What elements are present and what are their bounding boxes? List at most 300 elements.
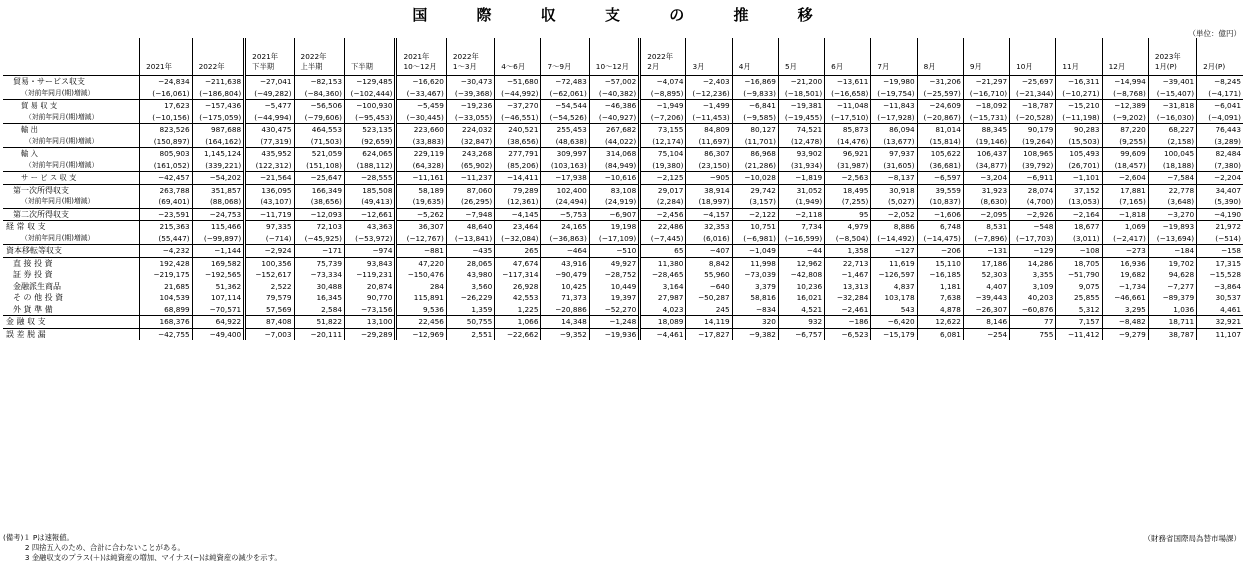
cell-value: (−17,928) — [871, 112, 917, 124]
cell-value: 351,857 — [192, 184, 245, 196]
cell-value: 12,622 — [917, 316, 963, 329]
cell-value: 19,198 — [589, 221, 639, 233]
table-row — [3, 196, 1243, 208]
cell-value: −5,477 — [245, 100, 294, 112]
cell-value: 215,363 — [140, 221, 193, 233]
cell-value: (−44,994) — [245, 112, 294, 124]
cell-value: −54,202 — [192, 172, 245, 185]
cell-value: 50,755 — [446, 316, 494, 329]
cell-value: (151,108) — [294, 160, 344, 172]
cell-value: −17,827 — [686, 328, 732, 340]
cell-value: 7,734 — [778, 221, 824, 233]
cell-value: 32,921 — [1197, 316, 1243, 329]
row-label: 輸 出 — [3, 124, 140, 136]
cell-value: 105,622 — [917, 148, 963, 160]
cell-value: (5,027) — [871, 196, 917, 208]
cell-value: (23,150) — [686, 160, 732, 172]
cell-value: −31,818 — [1148, 100, 1196, 112]
cell-value: 284 — [396, 281, 446, 293]
cell-value: 10,751 — [732, 221, 778, 233]
cell-value: −54,544 — [541, 100, 589, 112]
cell-value: 13,313 — [825, 281, 871, 293]
cell-value: −2,924 — [245, 245, 294, 258]
cell-value: (−186,804) — [192, 88, 245, 100]
cell-value: −24,609 — [917, 100, 963, 112]
cell-value: 115,466 — [192, 221, 245, 233]
table-row — [3, 160, 1243, 172]
row-label: （対前年同月(期)増減） — [3, 112, 140, 124]
column-header: 7月 — [871, 38, 917, 76]
cell-value: −24,834 — [140, 76, 193, 88]
cell-value: −6,907 — [589, 208, 639, 221]
cell-value: (2,158) — [1148, 136, 1196, 148]
cell-value: (31,934) — [778, 160, 824, 172]
row-label: 第一次所得収支 — [3, 184, 140, 196]
cell-value: −464 — [541, 245, 589, 258]
cell-value: (−20,528) — [1010, 112, 1056, 124]
cell-value: (31,605) — [871, 160, 917, 172]
cell-value: 277,791 — [495, 148, 541, 160]
cell-value: −510 — [589, 245, 639, 258]
cell-value: 4,407 — [963, 281, 1009, 293]
cell-value: −108 — [1056, 245, 1102, 258]
cell-value: −2,563 — [825, 172, 871, 185]
column-header: 8月 — [917, 38, 963, 76]
cell-value: −70,571 — [192, 304, 245, 316]
cell-value: 1,359 — [446, 304, 494, 316]
cell-value: (−8,895) — [640, 88, 686, 100]
cell-value: (−4,171) — [1197, 88, 1243, 100]
column-header: 3月 — [686, 38, 732, 76]
cell-value: −29,289 — [344, 328, 395, 340]
table-row — [3, 112, 1243, 124]
cell-value: 21,685 — [140, 281, 193, 293]
cell-value: 4,521 — [778, 304, 824, 316]
source-note: （財務省国際局為替市場課） — [1143, 534, 1241, 543]
table-row — [3, 136, 1243, 148]
cell-value: −42,808 — [778, 269, 824, 281]
column-header: 10月 — [1010, 38, 1056, 76]
cell-value: (−32,084) — [495, 233, 541, 245]
cell-value: −57,002 — [589, 76, 639, 88]
cell-value: 309,997 — [541, 148, 589, 160]
cell-value: −8,137 — [871, 172, 917, 185]
cell-value: 86,307 — [686, 148, 732, 160]
cell-value: (−11,198) — [1056, 112, 1102, 124]
cell-value: −39,401 — [1148, 76, 1196, 88]
cell-value: (48,638) — [541, 136, 589, 148]
cell-value: (21,286) — [732, 160, 778, 172]
table-row — [3, 257, 1243, 269]
cell-value: 435,952 — [245, 148, 294, 160]
cell-value: (77,319) — [245, 136, 294, 148]
cell-value: (7,165) — [1102, 196, 1148, 208]
cell-value: (5,390) — [1197, 196, 1243, 208]
cell-value: 4,878 — [917, 304, 963, 316]
cell-value: 31,923 — [963, 184, 1009, 196]
cell-value: 29,742 — [732, 184, 778, 196]
cell-value: −158 — [1197, 245, 1243, 258]
cell-value: −22,662 — [495, 328, 541, 340]
cell-value: −1,734 — [1102, 281, 1148, 293]
table-row — [3, 184, 1243, 196]
row-label: 直 接 投 資 — [3, 257, 140, 269]
cell-value: 11,380 — [640, 257, 686, 269]
cell-value: (103,163) — [541, 160, 589, 172]
cell-value: 100,356 — [245, 257, 294, 269]
cell-value: 3,164 — [640, 281, 686, 293]
cell-value: (339,221) — [192, 160, 245, 172]
cell-value: 823,526 — [140, 124, 193, 136]
cell-value: −157,436 — [192, 100, 245, 112]
cell-value: −6,420 — [871, 316, 917, 329]
cell-value: (−16,710) — [963, 88, 1009, 100]
cell-value: (−7,896) — [963, 233, 1009, 245]
cell-value: (−15,731) — [963, 112, 1009, 124]
cell-value: 15,110 — [917, 257, 963, 269]
column-header: 2022年 上半期 — [294, 38, 344, 76]
cell-value: 18,711 — [1148, 316, 1196, 329]
cell-value: 32,353 — [686, 221, 732, 233]
cell-value: 74,521 — [778, 124, 824, 136]
cell-value: (14,476) — [825, 136, 871, 148]
cell-value: −5,262 — [396, 208, 446, 221]
cell-value: −1,101 — [1056, 172, 1102, 185]
cell-value: 22,713 — [825, 257, 871, 269]
cell-value: (−13,841) — [446, 233, 494, 245]
cell-value: 3,109 — [1010, 281, 1056, 293]
cell-value: 90,283 — [1056, 124, 1102, 136]
row-label: 外 貨 準 備 — [3, 304, 140, 316]
page-title: 国 際 収 支 の 推 移 — [412, 6, 835, 24]
note-1: (備考)１ Pは速報値。 — [3, 533, 74, 542]
cell-value: −51,680 — [495, 76, 541, 88]
cell-value: −119,231 — [344, 269, 395, 281]
cell-value: (49,413) — [344, 196, 395, 208]
cell-value: −15,528 — [1197, 269, 1243, 281]
cell-value: (−14,492) — [871, 233, 917, 245]
cell-value: 79,289 — [495, 184, 541, 196]
cell-value: (71,503) — [294, 136, 344, 148]
cell-value: (13,053) — [1056, 196, 1102, 208]
cell-value: −6,523 — [825, 328, 871, 340]
cell-value: −9,352 — [541, 328, 589, 340]
cell-value: 624,065 — [344, 148, 395, 160]
table-row — [3, 304, 1243, 316]
cell-value: −56,506 — [294, 100, 344, 112]
cell-value: 65 — [640, 245, 686, 258]
cell-value: 3,355 — [1010, 269, 1056, 281]
cell-value: 87,408 — [245, 316, 294, 329]
cell-value: −72,483 — [541, 76, 589, 88]
cell-value: −6,757 — [778, 328, 824, 340]
cell-value: −28,465 — [640, 269, 686, 281]
cell-value: −42,457 — [140, 172, 193, 185]
cell-value: −23,591 — [140, 208, 193, 221]
cell-value: −21,564 — [245, 172, 294, 185]
cell-value: 4,461 — [1197, 304, 1243, 316]
cell-value: −31,206 — [917, 76, 963, 88]
cell-value: −1,949 — [640, 100, 686, 112]
cell-value: (−33,467) — [396, 88, 446, 100]
cell-value: −18,092 — [963, 100, 1009, 112]
cell-value: −2,926 — [1010, 208, 1056, 221]
cell-value: (18,997) — [686, 196, 732, 208]
cell-value: −8,245 — [1197, 76, 1243, 88]
cell-value: (−19,754) — [871, 88, 917, 100]
row-label: そ の 他 投 資 — [3, 292, 140, 304]
row-label: 金融派生商品 — [3, 281, 140, 293]
cell-value: (39,792) — [1010, 160, 1056, 172]
cell-value: 71,373 — [541, 292, 589, 304]
cell-value: 8,531 — [963, 221, 1009, 233]
cell-value: 75,104 — [640, 148, 686, 160]
cell-value: (−16,658) — [825, 88, 871, 100]
cell-value: (−13,694) — [1148, 233, 1196, 245]
cell-value: −19,893 — [1148, 221, 1196, 233]
cell-value: −51,790 — [1056, 269, 1102, 281]
cell-value: −26,307 — [963, 304, 1009, 316]
cell-value: 17,623 — [140, 100, 193, 112]
cell-value: 51,362 — [192, 281, 245, 293]
cell-value: 108,965 — [1010, 148, 1056, 160]
cell-value: −28,555 — [344, 172, 395, 185]
cell-value: −28,752 — [589, 269, 639, 281]
cell-value: (32,847) — [446, 136, 494, 148]
cell-value: 19,682 — [1102, 269, 1148, 281]
cell-value: −82,153 — [294, 76, 344, 88]
cell-value: −10,028 — [732, 172, 778, 185]
cell-value: (24,919) — [589, 196, 639, 208]
cell-value: −834 — [732, 304, 778, 316]
cell-value: −12,093 — [294, 208, 344, 221]
cell-value: (3,011) — [1056, 233, 1102, 245]
cell-value: −152,617 — [245, 269, 294, 281]
cell-value: (7,380) — [1197, 160, 1243, 172]
cell-value: (1,949) — [778, 196, 824, 208]
cell-value: (12,174) — [640, 136, 686, 148]
cell-value: 25,855 — [1056, 292, 1102, 304]
cell-value: 245 — [686, 304, 732, 316]
cell-value: (−714) — [245, 233, 294, 245]
cell-value: −10,616 — [589, 172, 639, 185]
cell-value: −16,311 — [1056, 76, 1102, 88]
cell-value: 52,303 — [963, 269, 1009, 281]
cell-value: (−17,510) — [825, 112, 871, 124]
cell-value: (44,022) — [589, 136, 639, 148]
cell-value: −30,473 — [446, 76, 494, 88]
cell-value: −1,819 — [778, 172, 824, 185]
cell-value: 55,960 — [686, 269, 732, 281]
row-label: サ ー ビ ス 収 支 — [3, 172, 140, 185]
cell-value: −15,210 — [1056, 100, 1102, 112]
cell-value: −19,236 — [446, 100, 494, 112]
table-row — [3, 76, 1243, 88]
cell-value: (−54,526) — [541, 112, 589, 124]
cell-value: 93,843 — [344, 257, 395, 269]
cell-value: (−62,061) — [541, 88, 589, 100]
cell-value: −19,936 — [589, 328, 639, 340]
table-row — [3, 208, 1243, 221]
column-header: 4月 — [732, 38, 778, 76]
cell-value: −407 — [686, 245, 732, 258]
cell-value: −273 — [1102, 245, 1148, 258]
cell-value: 19,702 — [1148, 257, 1196, 269]
cell-value: (−17,109) — [589, 233, 639, 245]
cell-value: −4,461 — [640, 328, 686, 340]
cell-value: 11,998 — [732, 257, 778, 269]
cell-value: −11,161 — [396, 172, 446, 185]
cell-value: 14,286 — [1010, 257, 1056, 269]
cell-value: (−16,599) — [778, 233, 824, 245]
cell-value: 8,886 — [871, 221, 917, 233]
cell-value: −89,379 — [1148, 292, 1196, 304]
cell-value: −7,948 — [446, 208, 494, 221]
cell-value: 38,787 — [1148, 328, 1196, 340]
cell-value: (−40,382) — [589, 88, 639, 100]
cell-value: (85,206) — [495, 160, 541, 172]
cell-value: 58,816 — [732, 292, 778, 304]
cell-value: (65,902) — [446, 160, 494, 172]
cell-value: −13,611 — [825, 76, 871, 88]
cell-value: 10,425 — [541, 281, 589, 293]
column-header: 9月 — [963, 38, 1009, 76]
row-label: （対前年同月(期)増減） — [3, 88, 140, 100]
note-3: 3 金融収支のプラス(＋)は純資産の増加、マイナス(−)は純資産の減少を示す。 — [3, 553, 282, 562]
cell-value: 40,203 — [1010, 292, 1056, 304]
cell-value: 34,407 — [1197, 184, 1243, 196]
cell-value: 77 — [1010, 316, 1056, 329]
cell-value: (24,494) — [541, 196, 589, 208]
cell-value: 76,443 — [1197, 124, 1243, 136]
cell-value: (−53,972) — [344, 233, 395, 245]
cell-value: −73,334 — [294, 269, 344, 281]
cell-value: (−20,867) — [917, 112, 963, 124]
cell-value: −186 — [825, 316, 871, 329]
cell-value: 10,449 — [589, 281, 639, 293]
cell-value: (69,401) — [140, 196, 193, 208]
table-row — [3, 148, 1243, 160]
cell-value: 185,508 — [344, 184, 395, 196]
cell-value: (−95,453) — [344, 112, 395, 124]
cell-value: 805,903 — [140, 148, 193, 160]
table-row — [3, 100, 1243, 112]
column-header: 2022年 1〜3月 — [446, 38, 494, 76]
cell-value: −9,279 — [1102, 328, 1148, 340]
cell-value: −219,175 — [140, 269, 193, 281]
cell-value: 49,927 — [589, 257, 639, 269]
cell-value: −14,994 — [1102, 76, 1148, 88]
cell-value: −2,122 — [732, 208, 778, 221]
row-label: （対前年同月(期)増減） — [3, 196, 140, 208]
column-header: 2021年 下半期 — [245, 38, 294, 76]
cell-value: 7,638 — [917, 292, 963, 304]
row-label: 貿易・サービス収支 — [3, 76, 140, 88]
cell-value: (34,877) — [963, 160, 1009, 172]
cell-value: 47,674 — [495, 257, 541, 269]
cell-value: −21,200 — [778, 76, 824, 88]
cell-value: 81,014 — [917, 124, 963, 136]
cell-value: −4,190 — [1197, 208, 1243, 221]
cell-value: 521,059 — [294, 148, 344, 160]
cell-value: 18,705 — [1056, 257, 1102, 269]
table-row — [3, 292, 1243, 304]
cell-value: 93,902 — [778, 148, 824, 160]
cell-value: 31,052 — [778, 184, 824, 196]
cell-value: 27,987 — [640, 292, 686, 304]
cell-value: (−11,453) — [686, 112, 732, 124]
cell-value: −2,456 — [640, 208, 686, 221]
cell-value: −52,270 — [589, 304, 639, 316]
cell-value: 37,152 — [1056, 184, 1102, 196]
cell-value: −20,886 — [541, 304, 589, 316]
cell-value: 99,609 — [1102, 148, 1148, 160]
cell-value: (6,016) — [686, 233, 732, 245]
cell-value: 2,522 — [245, 281, 294, 293]
cell-value: −9,382 — [732, 328, 778, 340]
cell-value: 166,349 — [294, 184, 344, 196]
cell-value: −435 — [446, 245, 494, 258]
cell-value: (43,107) — [245, 196, 294, 208]
cell-value: −1,499 — [686, 100, 732, 112]
cell-value: 30,537 — [1197, 292, 1243, 304]
cell-value: 18,677 — [1056, 221, 1102, 233]
cell-value: 58,189 — [396, 184, 446, 196]
cell-value: −127 — [871, 245, 917, 258]
cell-value: (−15,407) — [1148, 88, 1196, 100]
cell-value: −3,204 — [963, 172, 1009, 185]
cell-value: (161,052) — [140, 160, 193, 172]
cell-value: −7,277 — [1148, 281, 1196, 293]
cell-value: (−9,202) — [1102, 112, 1148, 124]
cell-value: −206 — [917, 245, 963, 258]
cell-value: −4,074 — [640, 76, 686, 88]
cell-value: 105,493 — [1056, 148, 1102, 160]
cell-value: −5,459 — [396, 100, 446, 112]
cell-value: 314,068 — [589, 148, 639, 160]
cell-value: (−8,768) — [1102, 88, 1148, 100]
cell-value: −171 — [294, 245, 344, 258]
cell-value: 4,979 — [825, 221, 871, 233]
cell-value: −1,467 — [825, 269, 871, 281]
cell-value: 192,428 — [140, 257, 193, 269]
cell-value: 24,165 — [541, 221, 589, 233]
cell-value: (−19,455) — [778, 112, 824, 124]
cell-value: 68,227 — [1148, 124, 1196, 136]
cell-value: −126,597 — [871, 269, 917, 281]
cell-value: (11,697) — [686, 136, 732, 148]
cell-value: −2,461 — [825, 304, 871, 316]
cell-value: (2,284) — [640, 196, 686, 208]
cell-value: 90,179 — [1010, 124, 1056, 136]
cell-value: 1,069 — [1102, 221, 1148, 233]
cell-value: (33,883) — [396, 136, 446, 148]
cell-value: (−7,445) — [640, 233, 686, 245]
cell-value: (−514) — [1197, 233, 1243, 245]
cell-value: −11,843 — [871, 100, 917, 112]
cell-value: −60,876 — [1010, 304, 1056, 316]
cell-value: −3,864 — [1197, 281, 1243, 293]
cell-value: 102,400 — [541, 184, 589, 196]
cell-value: −192,565 — [192, 269, 245, 281]
cell-value: 80,127 — [732, 124, 778, 136]
cell-value: (−16,061) — [140, 88, 193, 100]
cell-value: 79,579 — [245, 292, 294, 304]
cell-value: 265 — [495, 245, 541, 258]
column-header: 2022年 2月 — [640, 38, 686, 76]
cell-value: (36,681) — [917, 160, 963, 172]
cell-value: 28,074 — [1010, 184, 1056, 196]
